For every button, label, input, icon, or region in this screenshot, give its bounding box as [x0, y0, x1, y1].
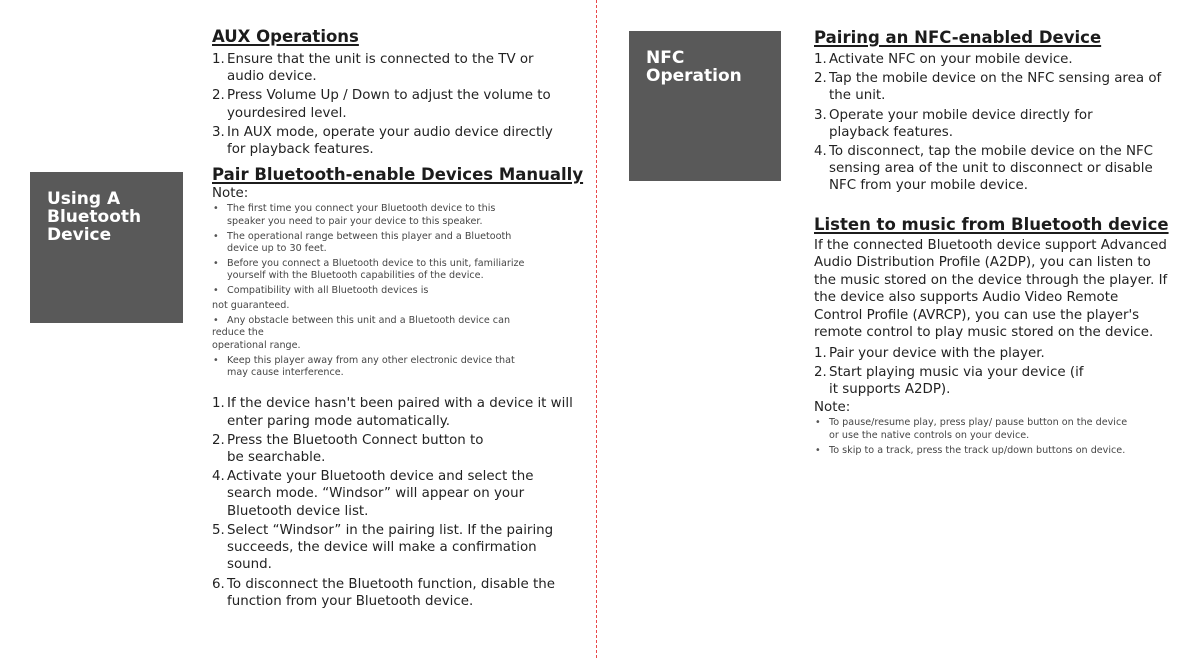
list-item: 2. Press Volume Up / Down to adjust the volume to yourdesired level. [212, 88, 551, 121]
list-item: 2. Tap the mobile device on the NFC sensing area of the unit. [814, 71, 1162, 104]
list-item: 1. If the device hasn't been paired with a device it will enter paring mode automatically. [212, 396, 573, 429]
section-label-line: Device [47, 225, 112, 245]
list-item: 5. Select “Windsor” in the pairing list. If the pairing succeeds, the device will make a confirmation sound. [212, 522, 554, 573]
listen-steps-list [814, 345, 1084, 399]
section-label-line: Operation [646, 66, 742, 86]
listen-music-heading: Listen to music from Bluetooth device [814, 214, 1169, 234]
note-label: Note: [814, 400, 851, 416]
section-label-line: NFC [646, 48, 685, 68]
list-item: • To skip to a track, press the track up/down buttons on device. [814, 445, 1170, 457]
nfc-steps-list [814, 51, 1170, 195]
list-item: 3. In AUX mode, operate your audio device directly for playback features. [212, 124, 553, 158]
list-item: • Keep this player away from any other electronic device that may cause interference. [212, 355, 574, 380]
list-item: • Any obstacle between this unit and a Bluetooth device can reduce the operational range. [212, 315, 574, 352]
playback-notes-list [814, 417, 1170, 457]
pairing-steps-list [212, 395, 574, 609]
list-item: • Compatibility with all Bluetooth devices is not guaranteed. [212, 285, 574, 312]
list-item: 1. Ensure that the unit is connected to the TV or audio device. [212, 52, 534, 85]
list-item: • The first time you connect your Bluetooth device to this speaker you need to pair your device to this speaker. [212, 203, 574, 228]
page-divider [596, 0, 597, 658]
aux-operations-heading: AUX Operations [212, 27, 359, 46]
section-label-box-nfc [629, 31, 781, 181]
note-label: Note: [212, 186, 249, 202]
section-label-box-bluetooth [30, 172, 183, 323]
list-item: 4. To disconnect, tap the mobile device on the NFC sensing area of the unit to disconnect or disable NFC from your mobile device. [814, 144, 1154, 194]
nfc-pairing-heading: Pairing an NFC-enabled Device [814, 28, 1102, 47]
a2dp-avrcp-paragraph: If the connected Bluetooth device support Advanced Audio Distribution Profile (A2DP), you can listen to the music stored on the device through the player. If the device also supports Audio Video Remote Control Profile (AVRCP), you can use the player's remote control to play music stored on the device. [814, 237, 1168, 341]
list-item: 2. Start playing music via your device (if it supports A2DP). [814, 364, 1084, 398]
list-item: 2. Press the Bluetooth Connect button to be searchable. [212, 432, 484, 466]
list-item: 3. Operate your mobile device directly for playback features. [814, 107, 1093, 140]
pair-bluetooth-heading: Pair Bluetooth-enable Devices Manually [212, 165, 584, 185]
bluetooth-notes-list [212, 203, 574, 379]
list-item: • To pause/resume play, press play/ pause button on the device or use the native controls on your device. [814, 417, 1170, 442]
aux-steps-list [212, 51, 574, 158]
section-label-line: Bluetooth [47, 207, 142, 227]
left-column [212, 27, 584, 612]
list-item: 1. Pair your device with the player. [814, 345, 1045, 361]
list-item: 1. Activate NFC on your mobile device. [814, 52, 1073, 67]
list-item: • Before you connect a Bluetooth device to this unit, familiarize yourself with the Bluetooth capabilities of the device. [212, 258, 574, 283]
list-item: 6. To disconnect the Bluetooth function, disable the function from your Bluetooth device. [212, 576, 555, 609]
section-label-line: Using A [47, 189, 121, 209]
list-item: • The operational range between this player and a Bluetooth device up to 30 feet. [212, 231, 574, 256]
right-column [814, 28, 1170, 460]
list-item: 4. Activate your Bluetooth device and select the search mode. “Windsor” will appear on your Bluetooth device list. [212, 469, 534, 519]
